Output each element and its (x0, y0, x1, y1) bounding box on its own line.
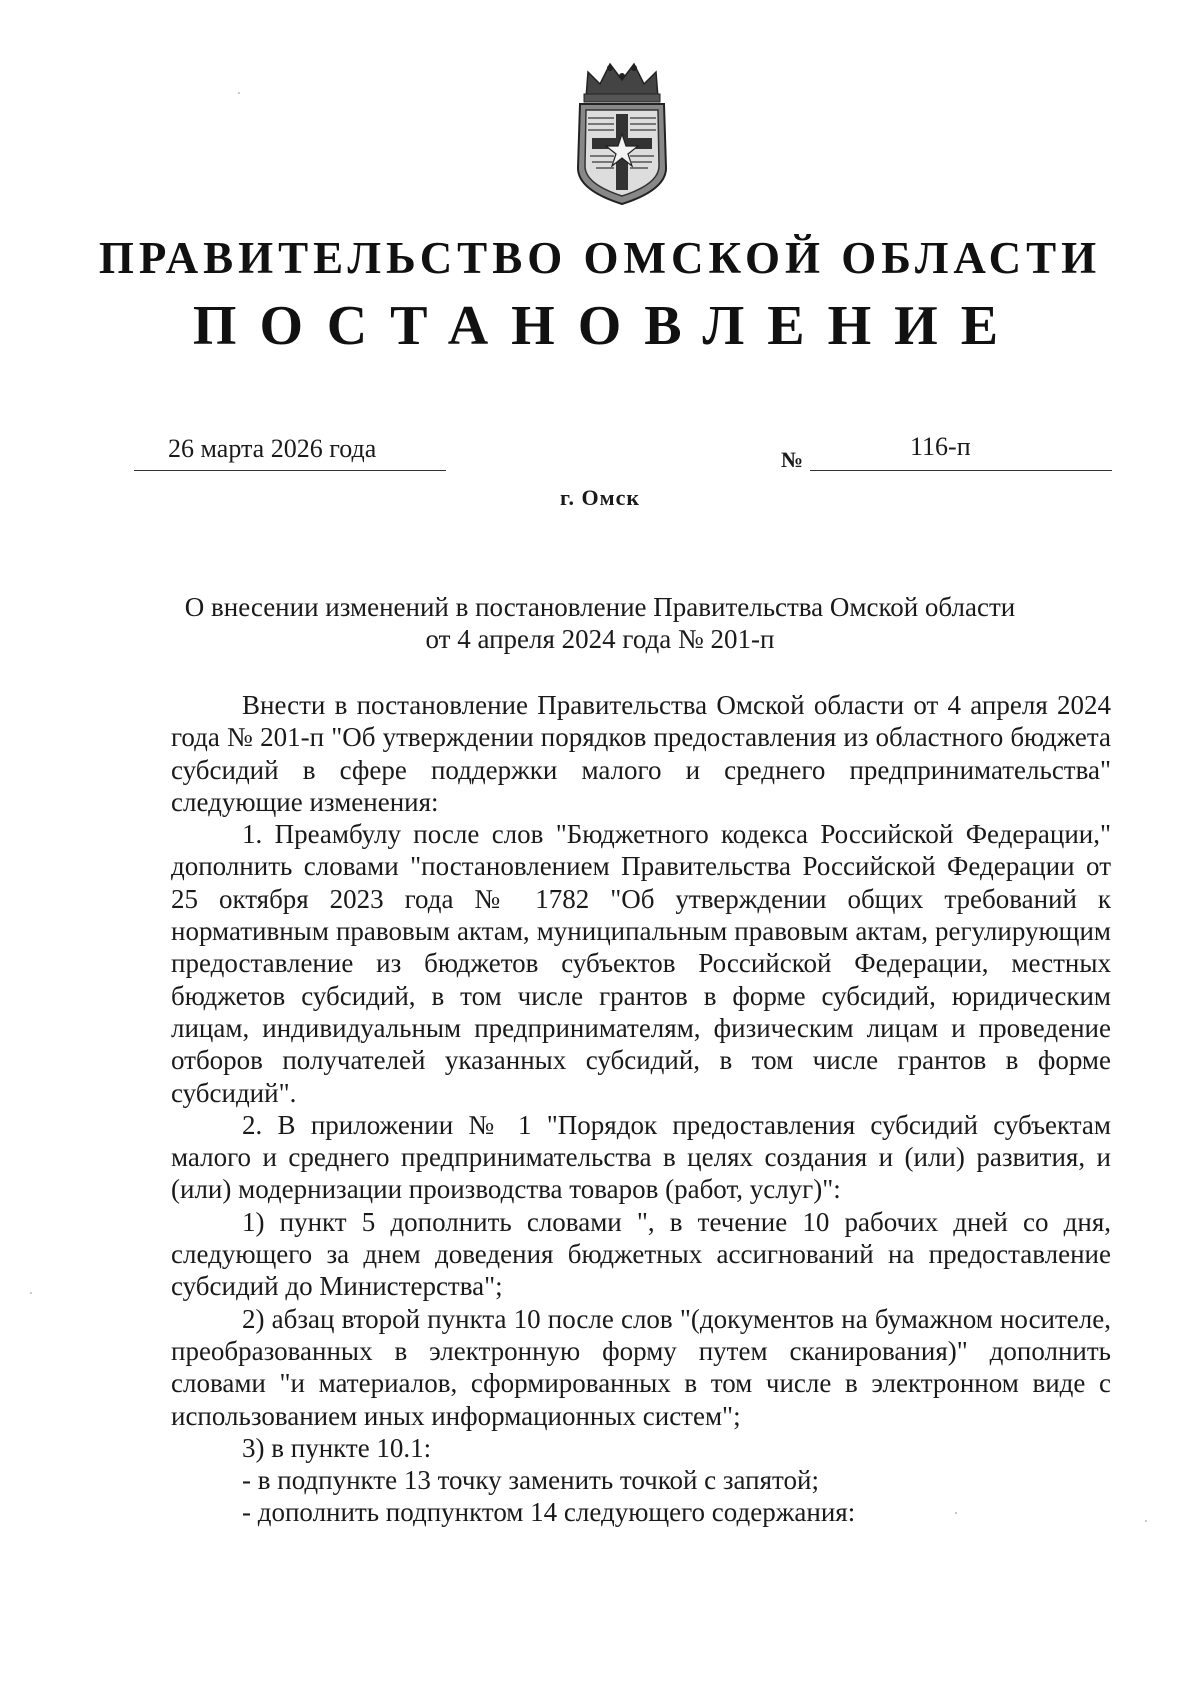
city-label: г. Омск (559, 485, 641, 510)
body-item-2: 2. В приложении № 1 "Порядок предоставления субсидий субъектам малого и среднего предпринимательства в целях создания и (или) развития, и (или) модернизации производства товаров (работ, услуг)": (171, 1109, 1111, 1205)
scan-speck (30, 1292, 32, 1294)
document-body (171, 689, 1111, 1529)
body-subitem-1: 1) пункт 5 дополнить словами ", в течение 10 рабочих дней со дня, следующего за днем доведения бюджетных ассигнований на предоставление субсидий до Министерства"; (171, 1206, 1111, 1302)
scan-speck (1145, 1520, 1147, 1522)
scan-speck (955, 1512, 957, 1514)
body-intro-paragraph: Внести в постановление Правительства Омской области от 4 апреля 2024 года № 201-п "Об утверждении порядков предоставления из областного бюджета субсидий в сфере поддержки малого и среднего предпринимательства" следующие изменения: (171, 690, 1111, 817)
body-item-1: 1. Преамбулу после слов "Бюджетного кодекса Российской Федерации," дополнить словами "постановлением Правительства Российской Федерации от 25 октября 2023 года № 1782 "Об утверждении общих требований к нормативным правовым актам, муниципальным правовым актам, регулирующим предоставление из бюджетов субъектов Российской Федерации, местных бюджетов субсидий, в том числе грантов в форме субсидий, юридическим лицам, индивидуальным предпринимателям, физическим лицам и проведение отборов получателей указанных субсидий, в том числе грантов в форме субсидий". (171, 819, 1111, 1108)
document-type-title: ПОСТАНОВЛЕНИЕ (192, 295, 1022, 357)
organization-title: ПРАВИТЕЛЬСТВО ОМСКОЙ ОБЛАСТИ (98, 233, 1102, 283)
document-number: 116-п (910, 432, 971, 461)
subject-line-1: О внесении изменений в постановление Правительства Омской области (184, 592, 1016, 622)
document-subject (150, 591, 1050, 655)
scan-speck (238, 92, 240, 94)
body-subitem-2: 2) абзац второй пункта 10 после слов "(документов на бумажном носителе, преобразованных в электронную форму путем сканирования)" дополнить словами "и материалов, сформированных в том числе в электронном виде с использованием иных информационных систем"; (171, 1303, 1111, 1431)
omsk-coat-of-arms-icon (566, 58, 678, 208)
body-dash-item-1: - в подпункте 13 точку заменить точкой с запятой; (242, 1465, 819, 1496)
subject-line-2: от 4 апреля 2024 года № 201-п (425, 624, 775, 654)
document-date: 26 марта 2026 года (168, 434, 377, 463)
body-subitem-3: 3) в пункте 10.1: (242, 1432, 432, 1463)
body-dash-item-2: - дополнить подпунктом 14 следующего содержания: (242, 1497, 856, 1528)
number-sign: № (781, 447, 804, 472)
